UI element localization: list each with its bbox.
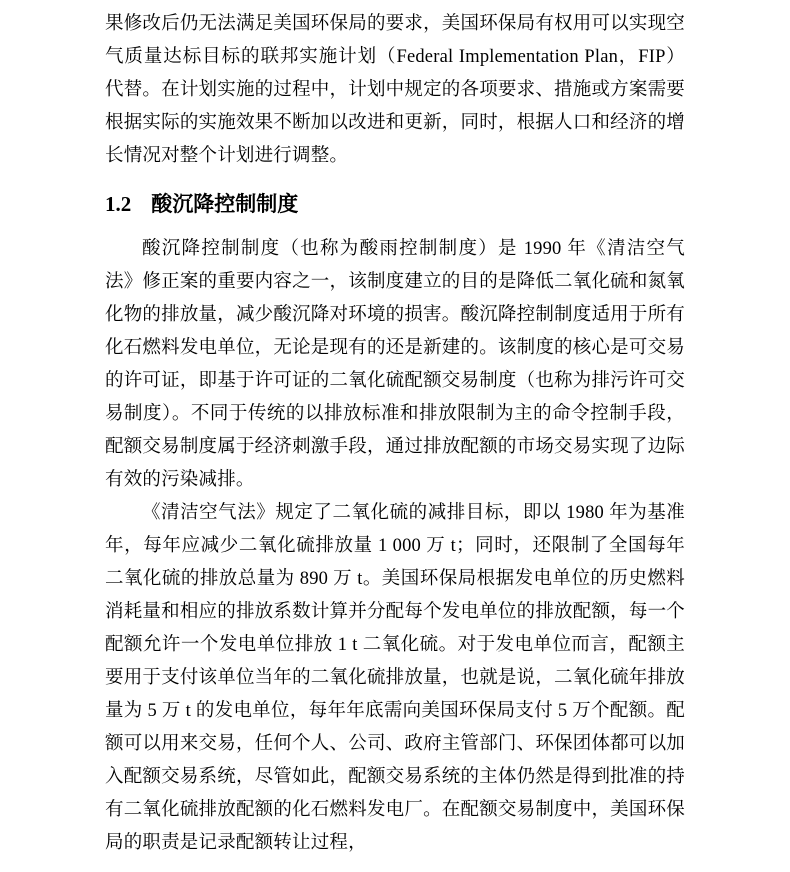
paragraph: 酸沉降控制制度（也称为酸雨控制制度）是 1990 年《清洁空气法》修正案的重要内容之一，该制度建立的目的是降低二氧化硫和氮氧化物的排放量，减少酸沉降对环境的损害。酸沉降控制制度适用于所有化石燃料发电单位，无论是现有的还是新建的。该制度的核心是可交易的许可证，即基于许可证的二氧化硫配额交易制度（也称为排污许可交易制度）。不同于传统的以排放标准和排放限制为主的命令控制手段，配额交易制度属于经济刺激手段，通过排放配额的市场交易实现了边际有效的污染减排。 xyxy=(105,239,685,490)
section-heading xyxy=(105,189,685,220)
section-number: 1.2 xyxy=(105,192,132,216)
paragraph: 《清洁空气法》规定了二氧化硫的减排目标，即以 1980 年为基准年，每年应减少二氧化硫排放量 1 000 万 t；同时，还限制了全国每年二氧化硫的排放总量为 890 万 t。美国环保局根据发电单位的历史燃料消耗量和相应的排放系数计算并分配每个发电单位的排放配额，每一个配额允许一个发电单位排放 1 t 二氧化硫。对于发电单位而言，配额主要用于支付该单位当年的二氧化硫排放量，也就是说，二氧化硫年排放量为 5 万 t 的发电单位，每年年底需向美国环保局支付 5 万个配额。配额可以用来交易，任何个人、公司、政府主管部门、环保团体都可以加入配额交易系统，尽管如此，配额交易系统的主体仍然是得到批准的持有二氧化硫排放配额的化石燃料发电厂。在配额交易制度中，美国环保局的职责是记录配额转让过程， xyxy=(105,503,685,853)
section-title: 酸沉降控制制度 xyxy=(151,193,299,216)
paragraph-continuation: 果修改后仍无法满足美国环保局的要求，美国环保局有权用可以实现空气质量达标目标的联邦实施计划（Federal Implementation Plan，FIP）代替。在计划实施的过程中，计划中规定的各项要求、措施或方案需要根据实际的实施效果不断加以改进和更新，同时，根据人口和经济的增长情况对整个计划进行调整。 xyxy=(105,14,685,166)
